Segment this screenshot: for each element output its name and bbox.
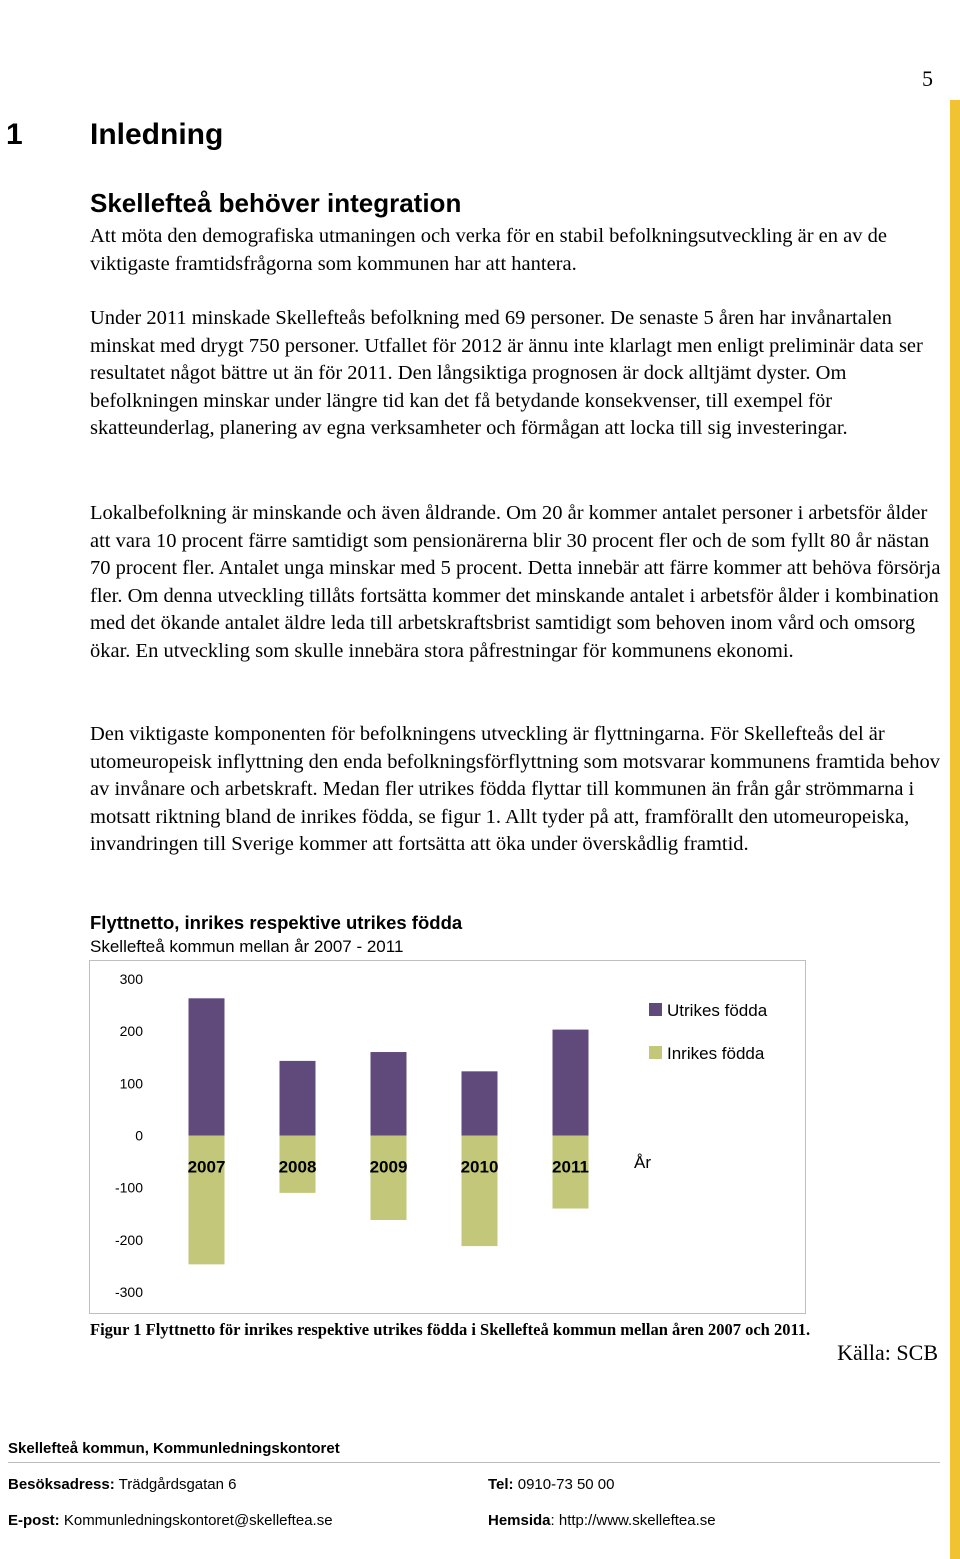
y-tick-label: -100 (114, 1179, 143, 1196)
figure-caption: Figur 1 Flyttnetto för inrikes respektive utrikes födda i Skellefteå kommun mellan åren 2007 och 2011. (90, 1320, 811, 1339)
x-tick-label: 2009 (369, 1157, 408, 1177)
bar-utrikes-2007 (189, 998, 225, 1135)
bar-utrikes-2011 (553, 1030, 589, 1136)
section-title: Skellefteå behöver integration (90, 188, 462, 218)
footer-email (8, 1512, 333, 1529)
chapter-heading (6, 118, 223, 152)
phone-value: 0910-73 50 00 (517, 1476, 615, 1493)
x-axis-title: År (634, 1153, 651, 1172)
figure-subtitle: Skellefteå kommun mellan år 2007 - 2011 (90, 937, 404, 956)
phone-label: Tel: (488, 1476, 514, 1493)
bar-inrikes-2007 (189, 1136, 225, 1265)
footer-phone (488, 1476, 615, 1493)
web-value[interactable]: : http://www.skelleftea.se (550, 1512, 716, 1529)
paragraph-intro: Att möta den demografiska utmaningen och verka för en stabil befolkningsutveckling är en av de viktigaste framtidsfrågorna som kommunen har att hantera. (90, 225, 887, 275)
y-tick-label: -200 (114, 1231, 143, 1248)
legend-label-inrikes: Inrikes födda (667, 1044, 765, 1063)
yellow-side-rule (950, 100, 960, 1559)
footer-address (8, 1476, 237, 1493)
page-number: 5 (922, 66, 933, 91)
x-tick-label: 2010 (460, 1157, 499, 1177)
y-tick-label: 100 (119, 1075, 143, 1092)
legend-swatch-inrikes (649, 1046, 662, 1059)
chart-svg (89, 960, 807, 1315)
x-tick-label: 2011 (552, 1157, 589, 1177)
y-tick-label: 200 (119, 1023, 143, 1040)
paragraph-migration: Den viktigaste komponenten för befolkningens utveckling är flyttningarna. För Skellefteås del är utomeuropeisk inflyttning den enda befolkningsförflyttning som motsvarar kommunens framtida behov av invånare och arbetskraft. Medan fler utrikes födda flyttar till kommunen än från går strömmarna i motsatt riktning bland de inrikes födda, se figur 1. Allt tyder på att, framförallt den utomeuropeiska, invandringen till Sverige kommer att fortsätta att öka under överskådlig framtid. (90, 723, 941, 856)
footer-organization: Skellefteå kommun, Kommunledningskontoret (8, 1440, 340, 1457)
bar-utrikes-2009 (371, 1052, 407, 1135)
bar-inrikes-2010 (462, 1136, 498, 1247)
footer-divider (8, 1462, 940, 1463)
figure-source: Källa: SCB (837, 1340, 938, 1365)
legend-swatch-utrikes (649, 1003, 662, 1016)
paragraph-aging: Lokalbefolkning är minskande och även åldrande. Om 20 år kommer antalet personer i arbetsför ålder att vara 10 procent färre samtidigt som pensionärerna blir 30 procent fler och de som fyllt 80 år nästan 70 procent fler. Antalet unga minskar med 5 procent. Detta innebär att färre kommer att behöva försörja fler. Om denna utveckling tillåts fortsätta kommer det minskande antalet i arbetsför ålder i kombination med det ökande antalet äldre leda till arbetskraftsbrist samtidigt som behoven inom vård och omsorg ökar. En utveckling som skulle innebära stora påfrestningar för kommunens ekonomi. (90, 502, 941, 662)
address-value: Trädgårdsgatan 6 (118, 1476, 237, 1493)
web-label: Hemsida (488, 1512, 551, 1529)
migration-chart (89, 960, 807, 1315)
bar-utrikes-2010 (462, 1071, 498, 1135)
y-tick-label: 300 (119, 971, 143, 987)
legend-label-utrikes: Utrikes födda (667, 1001, 768, 1020)
x-tick-label: 2007 (187, 1157, 226, 1177)
bar-inrikes-2009 (371, 1136, 407, 1221)
x-tick-label: 2008 (278, 1157, 317, 1177)
footer-website (488, 1512, 716, 1529)
address-label: Besöksadress: (8, 1476, 115, 1493)
email-value[interactable]: Kommunledningskontoret@skelleftea.se (63, 1512, 333, 1529)
y-tick-label: -300 (114, 1284, 143, 1300)
bar-utrikes-2008 (280, 1061, 316, 1136)
paragraph-population: Under 2011 minskade Skellefteås befolkning med 69 personer. De senaste 5 åren har invånartalen minskat med drygt 750 personer. Utfallet för 2012 är ännu inte klarlagt men enligt preliminär data ser resultatet något bättre ut än för 2011. Den långsiktiga prognosen är dock alltjämt dyster. Om befolkningen minskar under längre tid kan det få betydande konsekvenser, till exempel för skatteunderlag, planering av egna verksamheter och förmågan att locka till sig investeringar. (90, 307, 923, 440)
chapter-title: Inledning (90, 118, 224, 151)
y-tick-label: 0 (135, 1127, 143, 1144)
email-label: E-post: (8, 1512, 60, 1529)
chapter-number: 1 (6, 118, 23, 151)
figure-title: Flyttnetto, inrikes respektive utrikes födda (90, 912, 463, 933)
